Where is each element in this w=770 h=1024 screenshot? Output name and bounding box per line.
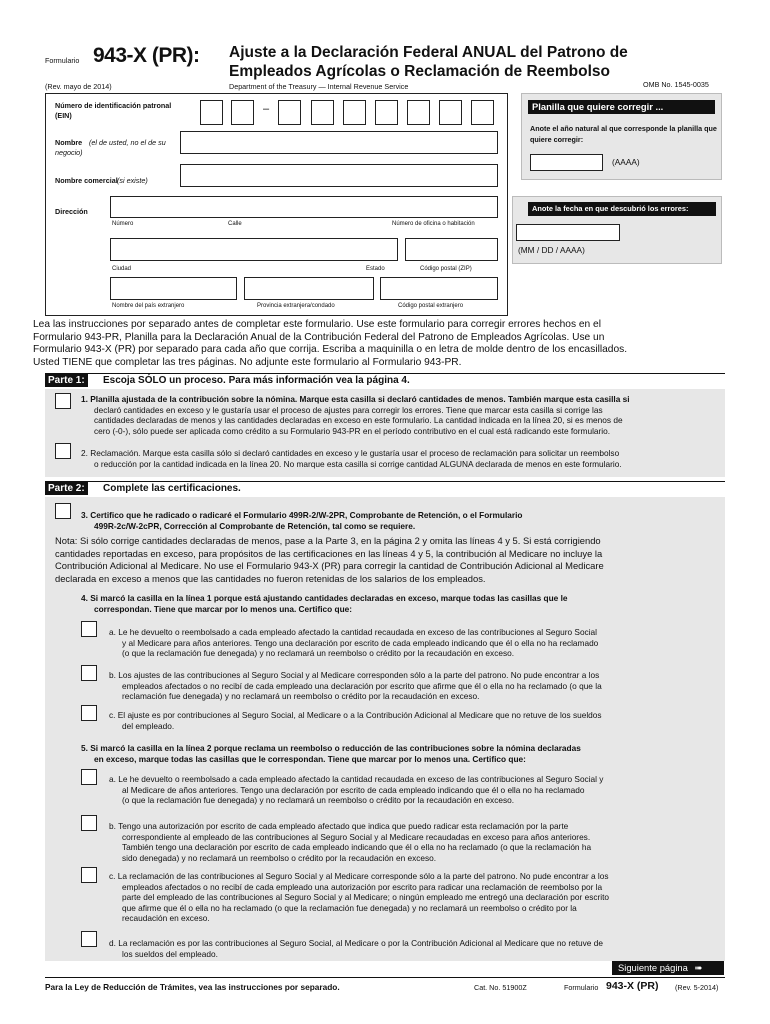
line5a-text <box>109 774 603 806</box>
line5b-line: correspondiente al empleado de las contribuciones al Seguro Social y al Medicare recaudadas en exceso para años anteriores. <box>122 831 591 842</box>
line4b-checkbox[interactable] <box>81 665 97 681</box>
part2-title: Complete las certificaciones. <box>103 483 241 494</box>
suite-caption: Número de oficina o habitación <box>392 221 475 227</box>
line5-text <box>81 743 581 764</box>
line4a-text <box>109 627 598 659</box>
line5c-line: que afirme que él o ella no ha reclamado (o que la reclamación fue denegada) y no reclamará un reembolso o crédito por la <box>122 902 577 913</box>
line2-text <box>81 448 622 469</box>
line5a-line: (o que la reclamación fue denegada) y no reclamará un reembolso o crédito por la recaudación en exceso. <box>122 795 515 805</box>
city-field[interactable] <box>110 277 237 300</box>
form-label: Formulario <box>45 56 80 65</box>
street-field[interactable] <box>110 238 398 261</box>
form-title-line1: Ajuste a la Declaración Federal ANUAL del Patrono de <box>229 44 628 61</box>
line4a-line: (o que la reclamación fue denegada) y no reclamará un reembolso o crédito por la recaudación en exceso. <box>122 648 515 658</box>
line5d-text <box>109 938 603 959</box>
line4b-line: b. Los ajustes de las contribuciones al Seguro Social y al Medicare corresponden sólo a la parte del patrono. No pude encontrar a los <box>109 670 600 680</box>
line5c-line: empleados afectados o no recibí de cada empleado una autorización por escrito para radicar una reclamación de reembolso por la <box>122 881 603 892</box>
line4b-text <box>109 670 602 702</box>
next-page-button[interactable] <box>612 961 724 975</box>
line4-line: 4. Si marcó la casilla en la línea 1 porque está ajustando cantidades declaradas en exceso, marque todas las casillas que le <box>81 593 568 603</box>
discovery-date-field[interactable] <box>516 224 620 241</box>
line2-checkbox[interactable] <box>55 443 71 459</box>
ein-digit-3[interactable] <box>278 100 301 125</box>
line1-body: declaró cantidades en exceso y le gustaría usar el proceso de ajustes para corregir los errores. Tiene que marcar esta casilla si corrige las <box>94 404 603 415</box>
part1-tag: Parte 1: <box>45 374 88 387</box>
date-section-title: Anote la fecha en que descubrió los errores: <box>528 202 716 216</box>
catalog-number: Cat. No. 51900Z <box>474 983 527 992</box>
trade-name-field[interactable] <box>180 164 498 187</box>
line5a-line: al Medicare de años anteriores. Tengo una declaración por escrito de cada empleado indicando que él o ella no ha reclamado <box>122 784 585 795</box>
state-field[interactable] <box>244 277 374 300</box>
suite-field[interactable] <box>405 238 498 261</box>
line4a-line: a. Le he devuelto o reembolsado a cada empleado afectado la cantidad recaudada en exceso de las contribuciones al Seguro Social <box>109 627 598 637</box>
instructions-line: Formulario 943-PR, Planilla para la Declaración Anual de la Contribución Federal del Patrono de Empleados Agrícolas. Use un <box>33 331 605 343</box>
arrow-right-icon: ➠ <box>694 962 703 973</box>
line5c-line: c. La reclamación de las contribuciones al Seguro Social y al Medicare corresponde sólo a la parte del patrono. No pude encontrar a los <box>109 871 609 881</box>
line5a-checkbox[interactable] <box>81 769 97 785</box>
ein-abbr: (EIN) <box>55 111 72 120</box>
ein-digit-5[interactable] <box>343 100 366 125</box>
foreign-country-caption: Nombre del país extranjero <box>112 303 185 309</box>
year-format: (AAAA) <box>612 157 640 167</box>
instructions-line: Usted TIENE que completar las tres páginas. No adjunte este formulario al Formulario 943-PR. <box>33 357 462 369</box>
line1-body: cantidades declaradas de menos y las cantidades declaradas en exceso en este formulario. La cantidad indicada en la línea 20, si es menos de <box>94 415 623 425</box>
line5c-line: recaudación en exceso. <box>122 913 210 923</box>
city-caption: Ciudad <box>112 266 132 272</box>
foreign-province-caption: Provincia extranjera/condado <box>257 303 335 309</box>
line1-checkbox[interactable] <box>55 393 71 409</box>
part2-header <box>45 481 725 497</box>
department: Department of the Treasury — Internal Revenue Service <box>229 82 409 91</box>
part1-header <box>45 373 725 389</box>
ein-digit-9[interactable] <box>471 100 494 125</box>
line5b-line: sido denegada) y no reclamará un reembolso o crédito por la recaudación en exceso. <box>122 852 437 863</box>
number-caption: Número <box>112 221 134 227</box>
year-section-title: Planilla que quiere corregir ... <box>528 100 715 114</box>
line4c-line: c. El ajuste es por contribuciones al Seguro Social, al Medicare o a la Contribución Adicional al Medicare que no retuve de los sueldos <box>109 710 602 720</box>
note-line: cantidades reportadas en exceso, para propósitos de las certificaciones en las líneas 4 y 5, la contribución al Medicare no incluye la <box>55 547 603 559</box>
line3-text <box>81 510 523 531</box>
note-block <box>55 535 604 585</box>
line3-line: 3. Certifico que he radicado o radicaré el Formulario 499R-2/W-2PR, Comprobante de Retención, o el Formulario <box>81 510 523 520</box>
line5d-line: d. La reclamación es por las contribuciones al Seguro Social, al Medicare o por la Contribución Adicional al Medicare que no retuve de <box>109 938 603 948</box>
year-field[interactable] <box>530 154 603 171</box>
footer-form-label: Formulario <box>564 983 599 992</box>
line5c-text <box>109 871 609 924</box>
line5d-checkbox[interactable] <box>81 931 97 947</box>
line5b-line: b. Tengo una autorización por escrito de cada empleado afectado que indica que puedo radicar esta reclamación por la parte <box>109 821 569 831</box>
trade-name-label: Nombre comercial <box>55 176 118 185</box>
street-caption: Calle <box>228 221 242 227</box>
ein-dash: – <box>263 103 270 115</box>
line5b-text <box>109 821 591 863</box>
line4-line: correspondan. Tiene que marcar por lo menos una. Certifico que: <box>94 603 353 614</box>
line1-text <box>81 394 630 436</box>
instructions-block <box>33 319 627 370</box>
line4-text <box>81 593 568 614</box>
next-page-label: Siguiente página <box>618 962 688 973</box>
line4c-checkbox[interactable] <box>81 705 97 721</box>
line5a-line: a. Le he devuelto o reembolsado a cada empleado afectado la cantidad recaudada en exceso de las contribuciones al Seguro Social y <box>109 774 604 784</box>
line1-body: cero (-0-), sólo puede ser aplicada como crédito a su Formulario 943-PR en el período contributivo en el cual está radicando este formulario. <box>94 425 611 436</box>
ein-digit-7[interactable] <box>407 100 430 125</box>
zip-field[interactable] <box>380 277 498 300</box>
line4b-line: empleados afectados o no recibí de cada empleado una declaración por escrito que afirme que él o ella no ha reclamado (o que la <box>122 680 602 691</box>
footer-form-number: 943-X (PR) <box>606 980 659 992</box>
line4a-checkbox[interactable] <box>81 621 97 637</box>
omb-number: OMB No. 1545-0035 <box>643 80 709 89</box>
zip-caption: Código postal (ZIP) <box>420 266 472 272</box>
foreign-postal-caption: Código postal extranjero <box>398 303 464 309</box>
line5c-checkbox[interactable] <box>81 867 97 883</box>
name-hint: (el de usted, no el de su negocio) <box>55 138 166 157</box>
ein-digit-1[interactable] <box>200 100 223 125</box>
part1-title: Escoja SÓLO un proceso. Para más información vea la página 4. <box>103 375 410 386</box>
ein-digit-4[interactable] <box>311 100 334 125</box>
line5-line: 5. Si marcó la casilla en la línea 2 porque reclama un reembolso o reducción de las contribuciones sobre la nómina declaradas <box>81 743 581 753</box>
ein-label: Número de identificación patronal <box>55 101 172 110</box>
trade-name-hint: (si existe) <box>117 176 148 185</box>
name-label: Nombre <box>55 138 83 147</box>
line4c-text <box>109 710 602 731</box>
form-number: 943-X (PR): <box>93 44 200 67</box>
address-top-field[interactable] <box>110 196 498 218</box>
form-title-line2: Empleados Agrícolas o Reclamación de Reembolso <box>229 63 611 80</box>
address-label: Dirección <box>55 207 88 216</box>
ein-digit-6[interactable] <box>375 100 398 125</box>
line5-line: en exceso, marque todas las casillas que le correspondan. Tiene que marcar por lo menos una. Certifico que: <box>94 753 526 764</box>
note-line: declarada en exceso a menos que las cantidades no fueron retenidas de los salarios de los empleados. <box>55 572 486 584</box>
footer-rule <box>45 977 725 978</box>
line3-line: 499R-2c/W-2cPR, Corrección al Comprobante de Retención, tal como se requiere. <box>94 520 416 531</box>
date-format: (MM / DD / AAAA) <box>518 245 585 255</box>
ein-digit-8[interactable] <box>439 100 462 125</box>
line5d-line: los sueldos del empleado. <box>122 948 218 959</box>
ein-digit-2[interactable] <box>231 100 254 125</box>
revision-date: (Rev. mayo de 2014) <box>45 82 112 91</box>
state-caption: Estado <box>366 266 385 272</box>
note-line: Contribución Adicional al Medicare. No use el Formulario 943-X (PR) para corregir la cantidad de Contribución Adicional al Medicare <box>55 560 604 571</box>
part2-tag: Parte 2: <box>45 482 88 495</box>
line3-checkbox[interactable] <box>55 503 71 519</box>
instructions-line: Lea las instrucciones por separado antes de completar este formulario. Use este formulario para corregir errores hechos en el <box>33 319 601 330</box>
line4a-line: y al Medicare para años anteriores. Tengo una declaración por escrito de cada empleado indicando que él o ella no ha reclamado <box>122 637 599 648</box>
line1-heading: 1. Planilla ajustada de la contribución sobre la nómina. Marque esta casilla si declaró cantidades de menos. También marque esta casilla si <box>81 394 630 404</box>
line2-body: o reducción por la cantidad indicada en la línea 20. No marque esta casilla si corrige cantidad ALGUNA declarada de menos en este formulario. <box>94 458 622 469</box>
year-instructions: Anote el año natural al que corresponde la planilla que quiere corregir: <box>530 124 717 144</box>
line5b-checkbox[interactable] <box>81 815 97 831</box>
footer-revision: (Rev. 5-2014) <box>675 983 719 992</box>
line4c-line: del empleado. <box>122 720 175 731</box>
instructions-line: Formulario 943-X (PR) por separado para cada año que corrija. Escriba a maquinilla o en letra de molde dentro de los encasillados. <box>33 344 628 356</box>
line4b-line: reclamación fue denegada) y no reclamará un reembolso o crédito por la recaudación en exceso. <box>122 691 480 701</box>
note-line: Nota: Si sólo corrige cantidades declaradas de menos, pase a la Parte 3, en la página 2 y omita las líneas 4 y 5. Si está corrigiendo <box>55 535 601 546</box>
line5c-line: parte del empleado de las contribuciones al Seguro Social y al Medicare; o ningún empleado me entregó una declaración por escrito <box>122 892 610 902</box>
line2-heading: 2. Reclamación. Marque esta casilla sólo si declaró cantidades en exceso y le gustaría usar el proceso de reclamación para solicitar un reembolso <box>81 448 620 458</box>
paperwork-notice: Para la Ley de Reducción de Trámites, vea las instrucciones por separado. <box>45 982 340 992</box>
line5b-line: También tengo una declaración por escrito de cada empleado indicando que él o ella no ha reclamado (o que la reclamación ha <box>122 842 592 852</box>
name-field[interactable] <box>180 131 498 154</box>
